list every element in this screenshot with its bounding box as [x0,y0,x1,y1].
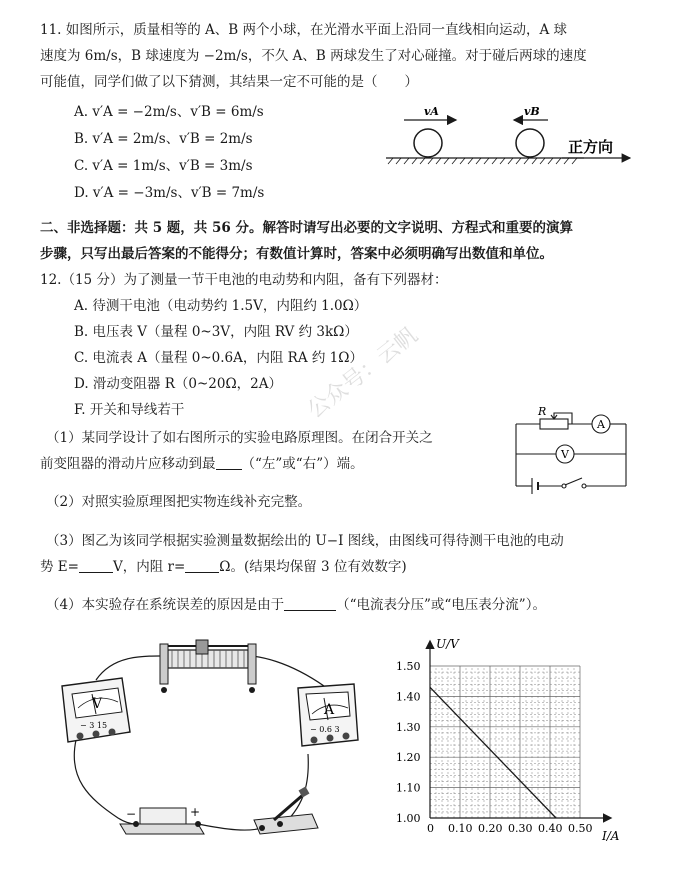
circuit-v-label: V [561,448,569,461]
q12-item-d: D. 滑动变阻器 R（0~20Ω，2A） [74,376,282,392]
y-tick-label: 1.10 [396,781,421,795]
q12-part4 [46,593,546,613]
collision-figure [384,104,644,170]
answer-blank-emf[interactable] [79,560,113,573]
ammeter-letter: A [324,702,335,718]
battery-plus-label: + [190,805,201,819]
q12-part3-text-a: 势 E= [40,559,79,575]
voltmeter-letter: V [92,696,103,712]
knife-switch [254,787,318,834]
series-line-0 [430,687,556,818]
circuit-a-label: A [597,418,605,431]
battery-apparatus [120,805,204,834]
apparatus-drawing [48,628,364,850]
y-tick-label: 1.50 [396,660,421,673]
q12-part2: （2）对照实验原理图把实物连线补充完整。 [46,494,312,510]
q12-part1-line-1: （1）某同学设计了如右图所示的实验电路原理图。在闭合开关之 [46,430,433,446]
ball-a [414,129,442,157]
ammeter-apparatus [298,684,358,746]
q12-part3-text-c: Ω。(结果均保留 3 位有效数字) [219,559,407,575]
answer-blank-direction[interactable] [216,457,242,470]
ground-hatch [388,158,577,164]
x-tick-label: 0.50 [568,822,593,835]
q12-part3-text-b: V，内阻 r= [112,559,186,575]
q11-line-3: 可能值，同学们做了以下猜测，其结果一定不可能的是（ ） [40,74,418,90]
y-tick-label: 1.30 [396,720,421,734]
switch-symbol [565,478,582,485]
q12-part3-line-2 [40,555,407,575]
battery-minus-label: − [126,807,137,821]
q11-option-b: B. v′A = 2m/s、v′B = 2m/s [74,131,253,147]
vb-label: vB [524,105,540,118]
q12-part1-text-a: 前变阻器的滑动片应移动到最 [40,456,216,472]
q12-item-b: B. 电压表 V（量程 0~3V，内阻 RV 约 3kΩ） [74,324,358,340]
q11-option-a: A. v′A = −2m/s、v′B = 6m/s [74,104,264,120]
q12-intro: 12.（15 分）为了测量一节干电池的电动势和内阻，备有下列器材： [40,272,448,288]
q12-part4-text-b: （“电流表分压”或“电压表分流”）。 [336,597,546,613]
x-tick-label: 0.40 [538,822,563,835]
q11-option-c: C. v′A = 1m/s、v′B = 3m/s [74,158,253,174]
chart-grid [430,666,580,818]
q12-part4-text-a: （4）本实验存在系统误差的原因是由于 [46,597,285,613]
q11-option-d: D. v′A = −3m/s、v′B = 7m/s [74,185,265,201]
x-axis-label: I/A [602,829,620,843]
section2-line-2: 步骤，只写出最后答案的不能得分；有数值计算时，答案中必须明确写出数值和单位。 [40,246,553,262]
q12-part1-text-b: （“左”或“右”）端。 [241,456,364,472]
direction-label: 正方向 [568,138,614,156]
y-tick-label: 1.20 [396,751,421,765]
q12-item-a: A. 待测干电池（电动势约 1.5V，内阻约 1.0Ω） [74,298,368,314]
x-tick-label: 0.20 [478,822,503,835]
y-tick-label: 1.00 [396,812,421,825]
q11-line-1: 11. 如图所示，质量相等的 A、B 两个小球，在光滑水平面上沿同一直线相向运动，A 球 [40,22,568,38]
circuit-schematic [508,404,634,498]
x-tick-label: 0.30 [508,822,533,835]
circuit-r-label: R [538,405,547,418]
voltmeter-apparatus [62,678,130,742]
answer-blank-resistance[interactable] [185,560,219,573]
watermark: 公众号：云帆 [303,322,423,424]
section2-line-1: 二、非选择题：共 5 题，共 56 分。解答时请写出必要的文字说明、方程式和重要的演算 [40,220,573,236]
y-axis-label: U/V [436,637,459,651]
ui-chart [384,634,630,844]
ball-b [516,129,544,157]
q12-part1-line-2 [40,452,364,472]
q12-part3-line-1: （3）图乙为该同学根据实验测量数据绘出的 U−I 图线，由图线可得待测干电池的电动 [46,533,564,549]
q12-item-f: F. 开关和导线若干 [74,402,185,418]
rheostat [160,640,256,693]
y-tick-label: 1.40 [396,690,421,704]
x-tick-label: 0.10 [448,822,473,835]
ammeter-terminals: − 0.6 3 [310,725,340,734]
x-tick-label: 0 [427,822,434,835]
va-label: vA [424,105,439,118]
q11-line-2: 速度为 6m/s，B 球速度为 −2m/s，不久 A、B 两球发生了对心碰撞。对于碰后两球的速度 [40,48,587,64]
voltmeter-terminals: − 3 15 [80,721,108,730]
rheostat-symbol [540,419,568,429]
answer-blank-error-cause[interactable] [284,598,336,611]
q12-item-c: C. 电流表 A（量程 0~0.6A，内阻 RA 约 1Ω） [74,350,363,366]
